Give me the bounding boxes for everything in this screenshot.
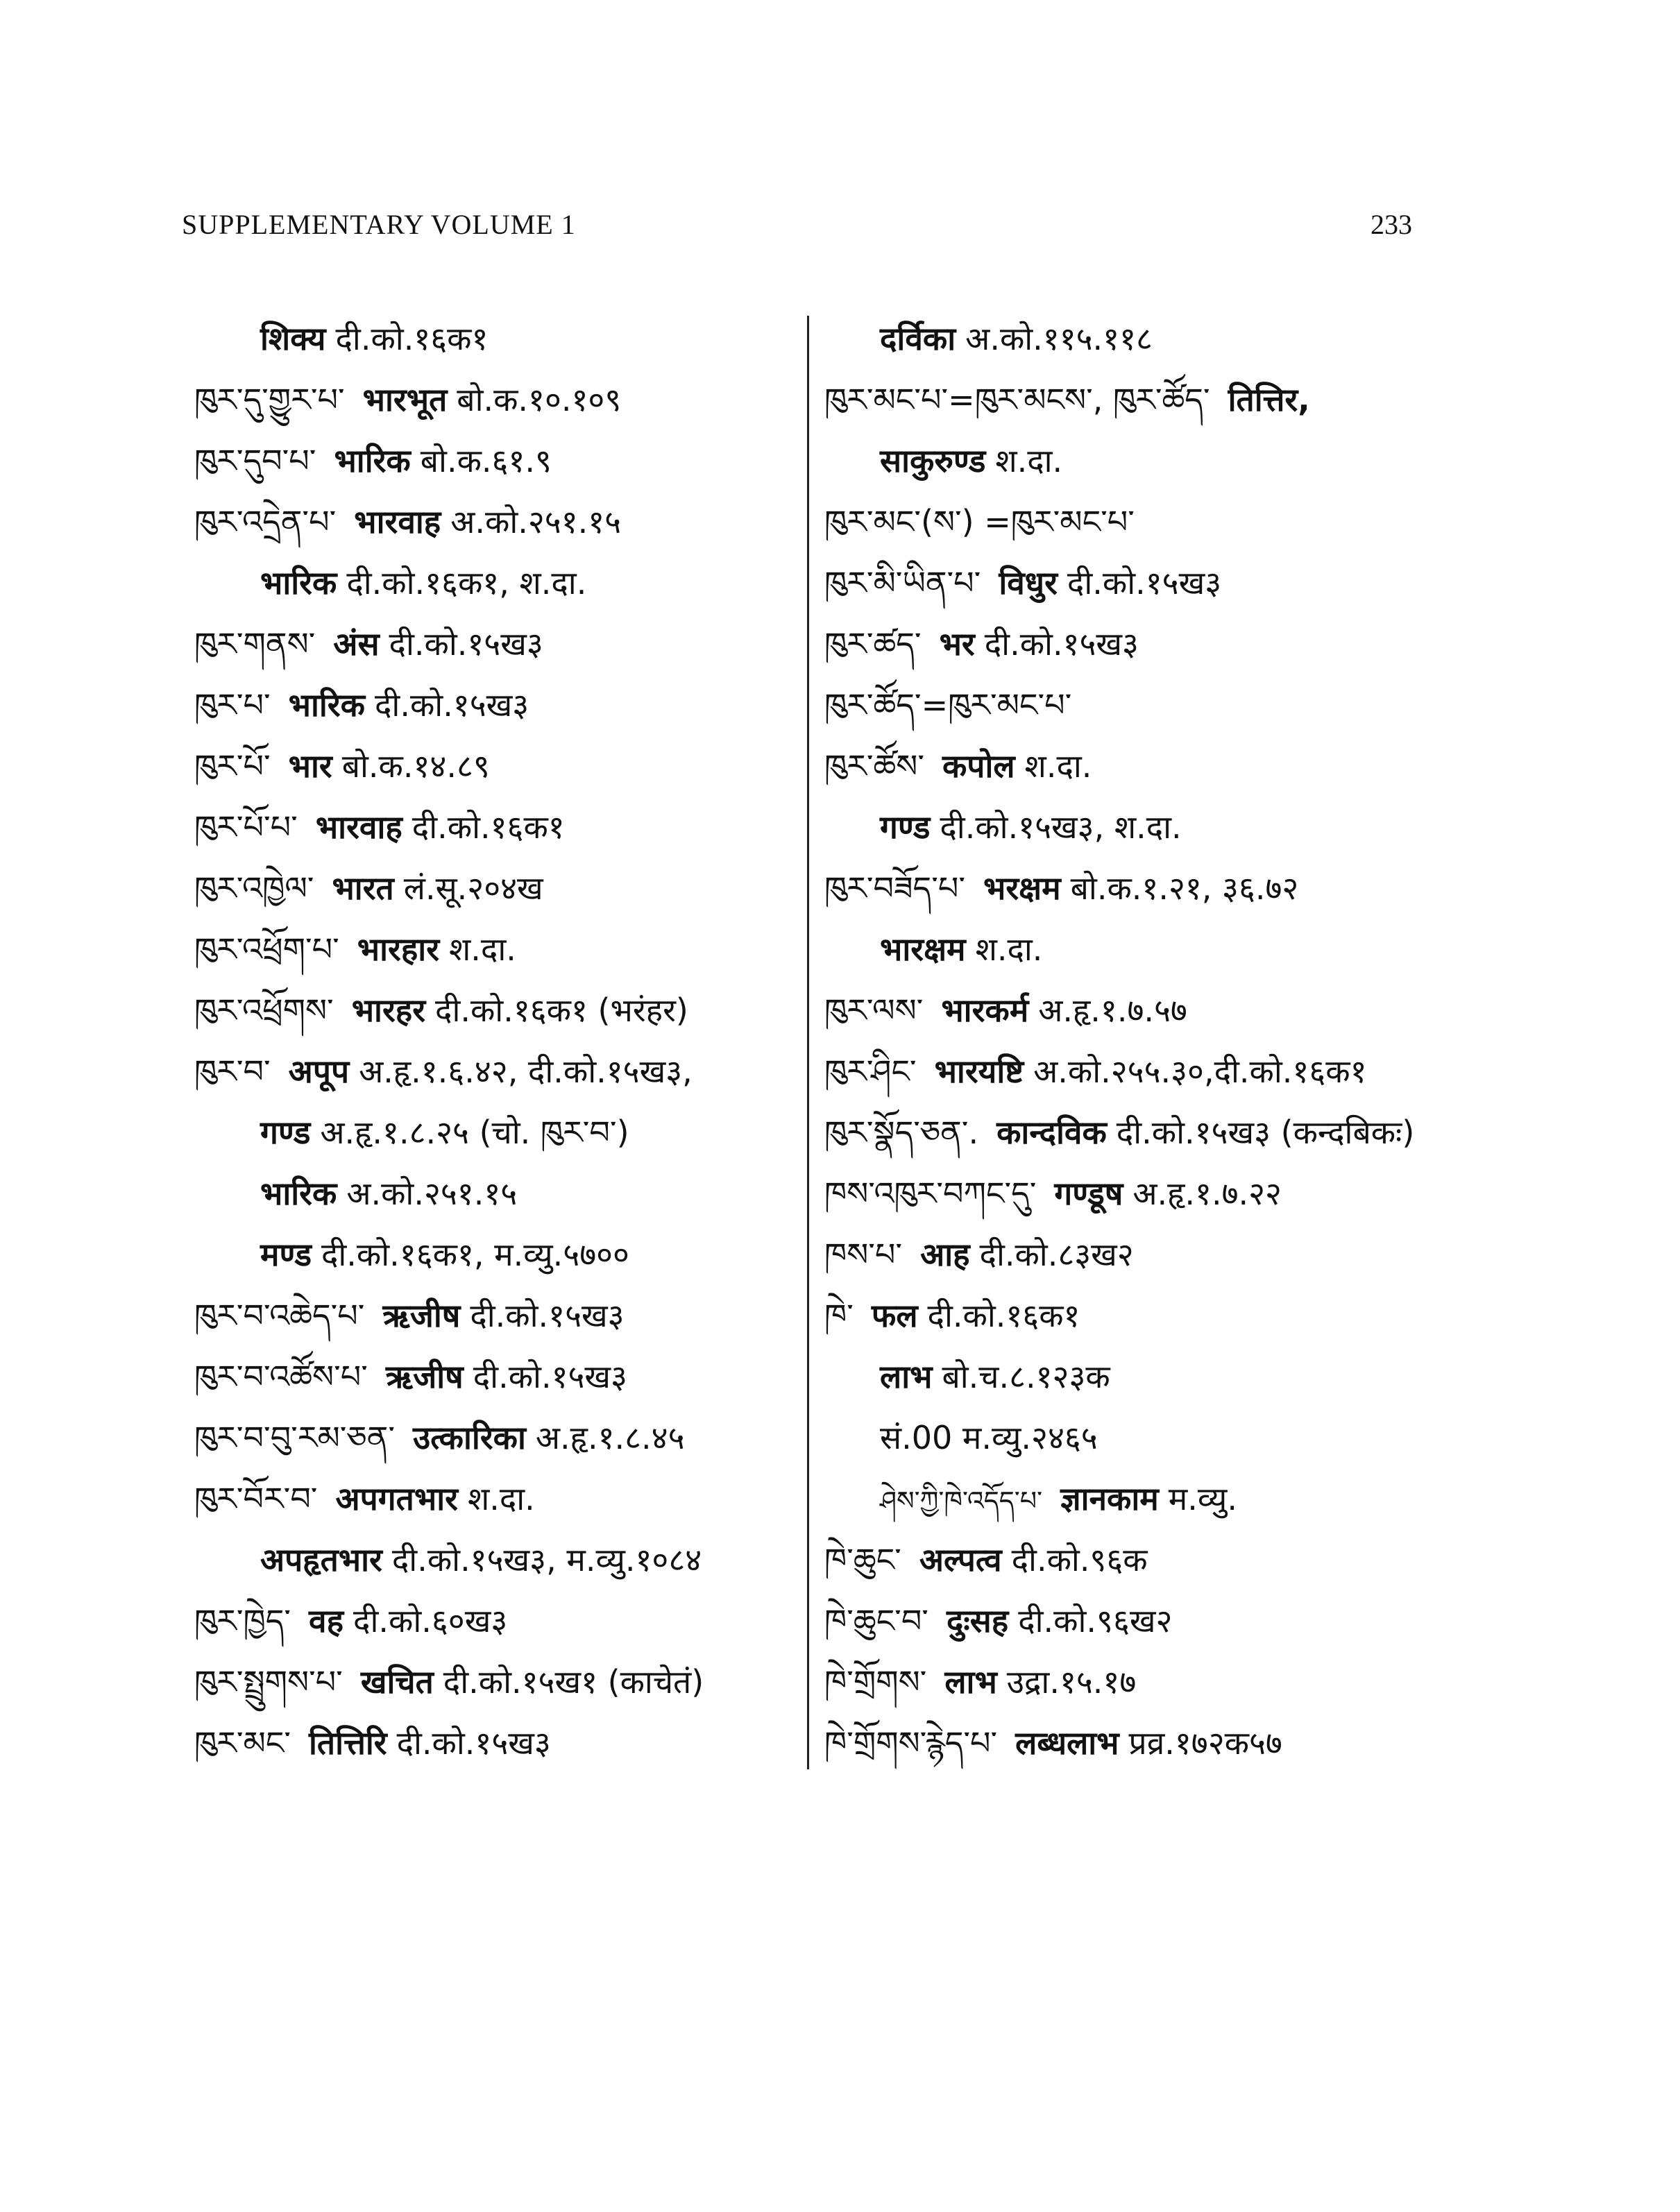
- source-reference: दी.को.१५ख३: [1067, 564, 1222, 602]
- dictionary-entry: [194, 867, 543, 909]
- source-reference: श.दा.: [449, 930, 516, 968]
- sanskrit-headword: शिक्य: [260, 320, 326, 357]
- source-reference: दी.को.१५ख३, म.व्यु.१०८४: [391, 1541, 702, 1579]
- dictionary-entry: [880, 440, 1062, 482]
- source-reference: दी.को.१५ख३: [470, 1297, 625, 1334]
- tibetan-term: ཁེ་: [824, 1297, 854, 1334]
- sanskrit-headword: फल: [871, 1297, 918, 1334]
- dictionary-entry: [824, 1539, 1148, 1581]
- sanskrit-headword: ऋजीष: [382, 1297, 461, 1334]
- tibetan-term: ཁུར་པོ་: [194, 747, 271, 785]
- sanskrit-headword: अपगतभार: [335, 1480, 458, 1517]
- dictionary-entry: [824, 867, 1298, 909]
- source-reference: श.दा.: [995, 442, 1063, 479]
- dictionary-entry: [824, 623, 1139, 665]
- sanskrit-headword: भारहार: [357, 930, 440, 968]
- source-reference: श.दा.: [1024, 747, 1092, 785]
- source-reference: दी.को.१५ख१ (काचेतं): [443, 1663, 704, 1701]
- source-reference: बो.क.१.२१, ३६.७२: [1070, 869, 1299, 907]
- sanskrit-headword: आह: [920, 1236, 970, 1273]
- source-reference: दी.को.९६क: [1011, 1541, 1148, 1579]
- tibetan-term: ཁུར་འཕྲོགས་: [194, 992, 334, 1029]
- source-reference: दी.को.१५ख३: [396, 1724, 551, 1762]
- dictionary-entry: [260, 318, 488, 359]
- tibetan-term: ཤེས་ཀྱི་ཁེ་འདོད་པ་: [880, 1486, 1043, 1516]
- dictionary-entry: [260, 1539, 702, 1581]
- sanskrit-headword: अल्पत्व: [919, 1541, 1002, 1579]
- dictionary-entry: [824, 1295, 1080, 1336]
- dictionary-entry: [194, 684, 529, 726]
- dictionary-entry: [824, 562, 1221, 604]
- sanskrit-headword: विधुर: [999, 564, 1058, 602]
- dictionary-entry: [824, 745, 1092, 787]
- source-reference: दी.को.८३ख२: [979, 1236, 1134, 1273]
- sanskrit-headword: भारकर्म: [941, 992, 1029, 1029]
- tibetan-term: ཁུར་སྤྲུགས་པ་: [194, 1663, 343, 1701]
- source-reference: दी.को.१५ख३: [473, 1358, 627, 1395]
- tibetan-term: ཁས་འཁུར་བཀང་དུ་: [824, 1175, 1037, 1212]
- dictionary-entry: [194, 379, 621, 420]
- sanskrit-headword: अपहृतभार: [260, 1541, 382, 1579]
- sanskrit-headword: तित्तिर,: [1228, 381, 1310, 418]
- source-reference: अ.को.२५१.१५: [450, 503, 622, 541]
- dictionary-entry: [880, 1417, 1098, 1458]
- dictionary-entry: [880, 1356, 1110, 1397]
- dictionary-entry: [194, 1600, 507, 1642]
- dictionary-entry: [824, 379, 1320, 420]
- sanskrit-headword: भारवाह: [315, 808, 402, 846]
- dictionary-entry: [824, 501, 1153, 543]
- dictionary-entry: [260, 1173, 517, 1214]
- source-reference: दी.को.९६ख२: [1018, 1602, 1173, 1640]
- tibetan-term: ཁུར་འཁྱེལ་: [194, 869, 314, 907]
- tibetan-term: ཁུར་བ་བུ་རམ་ཅན་: [194, 1419, 396, 1456]
- source-reference: बो.क.१४.८९: [341, 747, 490, 785]
- tibetan-term: ཁུར་བ་འཆེད་པ་: [194, 1297, 365, 1334]
- dictionary-entry: [194, 928, 516, 970]
- sanskrit-headword: भारवाह: [354, 503, 441, 541]
- dictionary-entry: [824, 684, 1089, 726]
- sanskrit-headword: कपोल: [942, 747, 1015, 785]
- dictionary-entry: [824, 1173, 1282, 1214]
- tibetan-term: ཁུར་མང་: [194, 1724, 291, 1762]
- page-number: 233: [1371, 209, 1412, 240]
- dictionary-entry: [824, 989, 1187, 1031]
- dictionary-entry: [880, 318, 1153, 359]
- tibetan-term: ཁུར་བ་འཚོས་པ་: [194, 1358, 368, 1395]
- dictionary-entry: [194, 989, 688, 1031]
- dictionary-entry: [260, 1234, 629, 1275]
- sanskrit-headword: भारक्षम: [880, 930, 966, 968]
- dictionary-entry: [824, 1112, 1414, 1153]
- dictionary-entry: [824, 1722, 1282, 1764]
- source-reference: दी.को.१६क१, म.व्यु.५७००: [321, 1236, 629, 1273]
- source-reference: दी.को.१५ख३: [389, 625, 543, 663]
- source-reference: अ.हृ.१.७.५७: [1038, 992, 1187, 1029]
- tibetan-term: ཁུར་པ་: [194, 686, 271, 724]
- source-reference: बो.च.८.१२३क: [942, 1358, 1110, 1395]
- source-reference: दी.को.१५ख३: [984, 625, 1139, 663]
- tibetan-term: ཁུར་སྣོད་ཅན་.: [824, 1114, 979, 1151]
- sanskrit-headword: साकुरुण्ड: [880, 442, 986, 479]
- tibetan-term: ཁུར་ལས་: [824, 992, 924, 1029]
- dictionary-entry: [824, 1661, 1136, 1703]
- tibetan-term: ཁེ་ཆུང་བ་: [824, 1602, 928, 1640]
- source-reference: श.दा.: [467, 1480, 535, 1517]
- sanskrit-headword: मण्ड: [260, 1236, 312, 1273]
- tibetan-term: ཁུར་དུབ་པ་: [194, 442, 316, 479]
- sanskrit-headword: गण्ड: [880, 808, 931, 846]
- dictionary-entry: [194, 806, 565, 848]
- tibetan-term: ཁུར་མི་ཡིན་པ་: [824, 564, 981, 602]
- dictionary-entry: [194, 1661, 704, 1703]
- dictionary-entry: [824, 1050, 1367, 1092]
- tibetan-term: ཁུར་ཚོས་: [824, 747, 924, 785]
- source-reference: अ.हृ.१.८.४५: [535, 1419, 685, 1456]
- sanskrit-headword: कान्दविक: [996, 1114, 1107, 1151]
- dictionary-entry: [260, 562, 586, 604]
- sanskrit-headword: तित्तिरि: [309, 1724, 387, 1762]
- source-reference: दी.को.६०ख३: [353, 1602, 508, 1640]
- dictionary-entry: [824, 1600, 1172, 1642]
- source-reference: म.व्यु.: [1168, 1480, 1237, 1517]
- tibetan-term: ཁུར་དུ་གྱུར་པ་: [194, 381, 345, 418]
- dictionary-entry: [194, 1356, 627, 1397]
- column-divider: [807, 316, 809, 1769]
- dictionary-entry: [194, 1417, 685, 1458]
- sanskrit-headword: भर: [939, 625, 975, 663]
- sanskrit-headword: दर्विका: [880, 320, 956, 357]
- dictionary-entry: [194, 440, 552, 482]
- sanskrit-headword: भार: [288, 747, 332, 785]
- source-reference: अ.को.२५१.१५: [346, 1175, 518, 1212]
- sanskrit-headword: दुःसह: [946, 1602, 1009, 1640]
- tibetan-term: ཁུར་འདྲེན་པ་: [194, 503, 337, 541]
- sanskrit-headword: उत्कारिका: [413, 1419, 526, 1456]
- sanskrit-headword: भारिक: [260, 564, 337, 602]
- dictionary-entry: [880, 806, 1182, 848]
- source-reference: दी.को.१५ख३, श.दा.: [940, 808, 1182, 846]
- dictionary-entry: [880, 928, 1042, 970]
- tibetan-term: ཁེ་གྲོགས་: [824, 1663, 927, 1701]
- source-reference: सं.00 म.व्यु.२४६५: [880, 1419, 1098, 1456]
- source-reference: अ.हृ.१.६.४२, दी.को.१५ख३,: [359, 1053, 693, 1090]
- tibetan-term: ཁས་པ་: [824, 1236, 903, 1273]
- dictionary-entry: [260, 1112, 629, 1153]
- dictionary-entry: [824, 1234, 1134, 1275]
- tibetan-term: ཁུར་པོ་པ་: [194, 808, 298, 846]
- source-reference: बो.क.१०.१०९: [457, 381, 622, 418]
- sanskrit-headword: अंस: [333, 625, 380, 663]
- dictionary-entry: [194, 623, 543, 665]
- sanskrit-headword: भारयष्टि: [934, 1053, 1024, 1090]
- source-reference: दी.को.१६क१ (भरंहर): [435, 992, 688, 1029]
- sanskrit-headword: भारिक: [288, 686, 365, 724]
- tibetan-term: ཁུར་ཁྱེད་: [194, 1602, 291, 1640]
- tibetan-term: ཁུར་བཟོད་པ་: [824, 869, 965, 907]
- source-reference: दी.को.१५ख३ (कन्दबिकः): [1116, 1114, 1415, 1151]
- source-reference: दी.को.१६क१: [927, 1297, 1080, 1334]
- source-reference: अ.हृ.१.८.२५ (चो. ཁུར་བ་): [320, 1114, 629, 1151]
- tibetan-term: ཁུར་བ་: [194, 1053, 271, 1090]
- source-reference: श.दा.: [975, 930, 1043, 968]
- sanskrit-headword: अपूप: [288, 1053, 350, 1090]
- dictionary-entry: [194, 745, 490, 787]
- sanskrit-headword: भारभूत: [362, 381, 448, 418]
- sanskrit-headword: भारिक: [260, 1175, 337, 1212]
- source-reference: दी.को.१५ख३: [374, 686, 529, 724]
- tibetan-term: ཁེ་གྲོགས་རྙེད་པ་: [824, 1724, 998, 1762]
- source-reference: दी.को.१६क१: [411, 808, 565, 846]
- sanskrit-headword: लब्धलाभ: [1015, 1724, 1119, 1762]
- sanskrit-headword: खचित: [360, 1663, 434, 1701]
- source-reference: लं.सू.२०४ख: [403, 869, 543, 907]
- dictionary-entry: [194, 1295, 625, 1336]
- source-reference: उद्रा.१५.१७: [1006, 1663, 1137, 1701]
- dictionary-entry: [194, 1478, 535, 1520]
- sanskrit-headword: वह: [309, 1602, 344, 1640]
- sanskrit-headword: भारत: [332, 869, 394, 907]
- sanskrit-headword: ज्ञानकाम: [1060, 1480, 1159, 1517]
- source-reference: अ.हृ.१.७.२२: [1132, 1175, 1282, 1212]
- tibetan-term: ཁུར་བོར་བ་: [194, 1480, 318, 1517]
- sanskrit-headword: लाभ: [880, 1358, 933, 1395]
- running-header-title: SUPPLEMENTARY VOLUME 1: [182, 209, 576, 240]
- dictionary-entry: [880, 1478, 1237, 1520]
- source-reference: दी.को.१६क१: [335, 320, 489, 357]
- sanskrit-headword: भारहर: [351, 992, 426, 1029]
- tibetan-term: ཁུར་ཤིང་: [824, 1053, 917, 1090]
- sanskrit-headword: गण्ड: [260, 1114, 311, 1151]
- source-reference: प्रव्र.१७२क५७: [1128, 1724, 1282, 1762]
- tibetan-term: ཁུར་ཚད་: [824, 625, 922, 663]
- tibetan-term: ཁུར་ཚོད་=ཁུར་མང་པ་: [824, 686, 1072, 724]
- source-reference: अ.को.११५.११८: [965, 320, 1153, 357]
- sanskrit-headword: भरक्षम: [983, 869, 1061, 907]
- sanskrit-headword: लाभ: [944, 1663, 997, 1701]
- tibetan-term: ཁེ་ཆུང་: [824, 1541, 901, 1579]
- sanskrit-headword: ऋजीष: [385, 1358, 464, 1395]
- tibetan-term: ཁུར་འཕྲོག་པ་: [194, 930, 339, 968]
- dictionary-entry: [194, 1722, 551, 1764]
- source-reference: अ.को.२५५.३०,दी.को.१६क१: [1033, 1053, 1367, 1090]
- source-reference: बो.क.६१.९: [420, 442, 552, 479]
- sanskrit-headword: भारिक: [334, 442, 411, 479]
- source-reference: दी.को.१६क१, श.दा.: [346, 564, 587, 602]
- tibetan-term: ཁུར་མང་(ས་) =ཁུར་མང་པ་: [824, 503, 1135, 541]
- tibetan-term: ཁུར་གནས་: [194, 625, 316, 663]
- dictionary-entry: [194, 1050, 693, 1092]
- dictionary-entry: [194, 501, 621, 543]
- sanskrit-headword: गण्डूष: [1054, 1175, 1123, 1212]
- tibetan-term: ཁུར་མང་པ་=ཁུར་མངས་, ཁུར་ཚོད་: [824, 381, 1210, 418]
